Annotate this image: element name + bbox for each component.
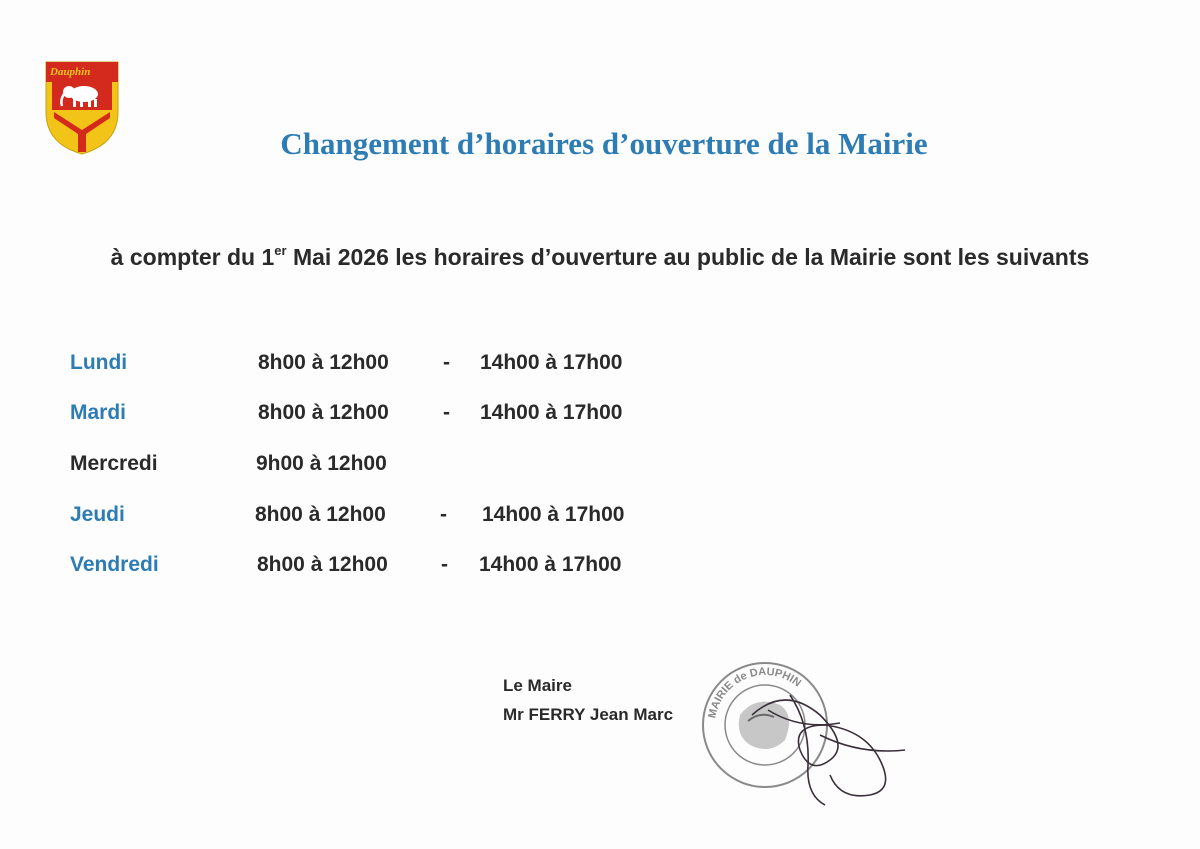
hours-separator: - <box>443 351 450 374</box>
day-name: Lundi <box>70 351 128 374</box>
afternoon-hours: 14h00 à 17h00 <box>480 401 623 424</box>
hours-separator: - <box>443 401 450 424</box>
schedule-row <box>0 401 800 431</box>
signatory-role: Le Maire <box>503 676 572 695</box>
afternoon-hours: 14h00 à 17h00 <box>480 351 623 374</box>
day-name: Jeudi <box>70 503 125 526</box>
morning-hours: 9h00 à 12h00 <box>256 452 387 475</box>
morning-hours: 8h00 à 12h00 <box>258 401 389 424</box>
signatory-name: Mr FERRY Jean Marc <box>503 705 674 724</box>
afternoon-hours: 14h00 à 17h00 <box>482 503 625 526</box>
day-name: Mardi <box>70 401 127 424</box>
day-name: Mercredi <box>70 452 158 475</box>
morning-hours: 8h00 à 12h00 <box>257 553 388 576</box>
schedule-row <box>0 503 800 533</box>
official-stamp <box>690 655 920 815</box>
hours-separator: - <box>440 503 447 526</box>
morning-hours: 8h00 à 12h00 <box>255 503 386 526</box>
day-name: Vendredi <box>70 553 159 576</box>
notice-superscript: er <box>274 243 287 258</box>
notice-text-end: Mai 2026 les horaires d’ouverture au public de la Mairie sont les suivants <box>286 244 1090 270</box>
notice-text-start: à compter du 1 <box>110 244 275 270</box>
hours-separator: - <box>441 553 448 576</box>
effective-date-notice <box>0 243 1200 271</box>
afternoon-hours: 14h00 à 17h00 <box>479 553 622 576</box>
svg-text:MAIRIE de DAUPHIN: MAIRIE de DAUPHIN <box>706 665 804 720</box>
schedule-row <box>0 351 800 381</box>
page-title: Changement d’horaires d’ouverture de la Mairie <box>280 126 928 161</box>
schedule-row <box>0 553 800 583</box>
svg-text:Dauphin: Dauphin <box>50 66 91 78</box>
schedule-row <box>0 452 800 482</box>
morning-hours: 8h00 à 12h00 <box>258 351 389 374</box>
